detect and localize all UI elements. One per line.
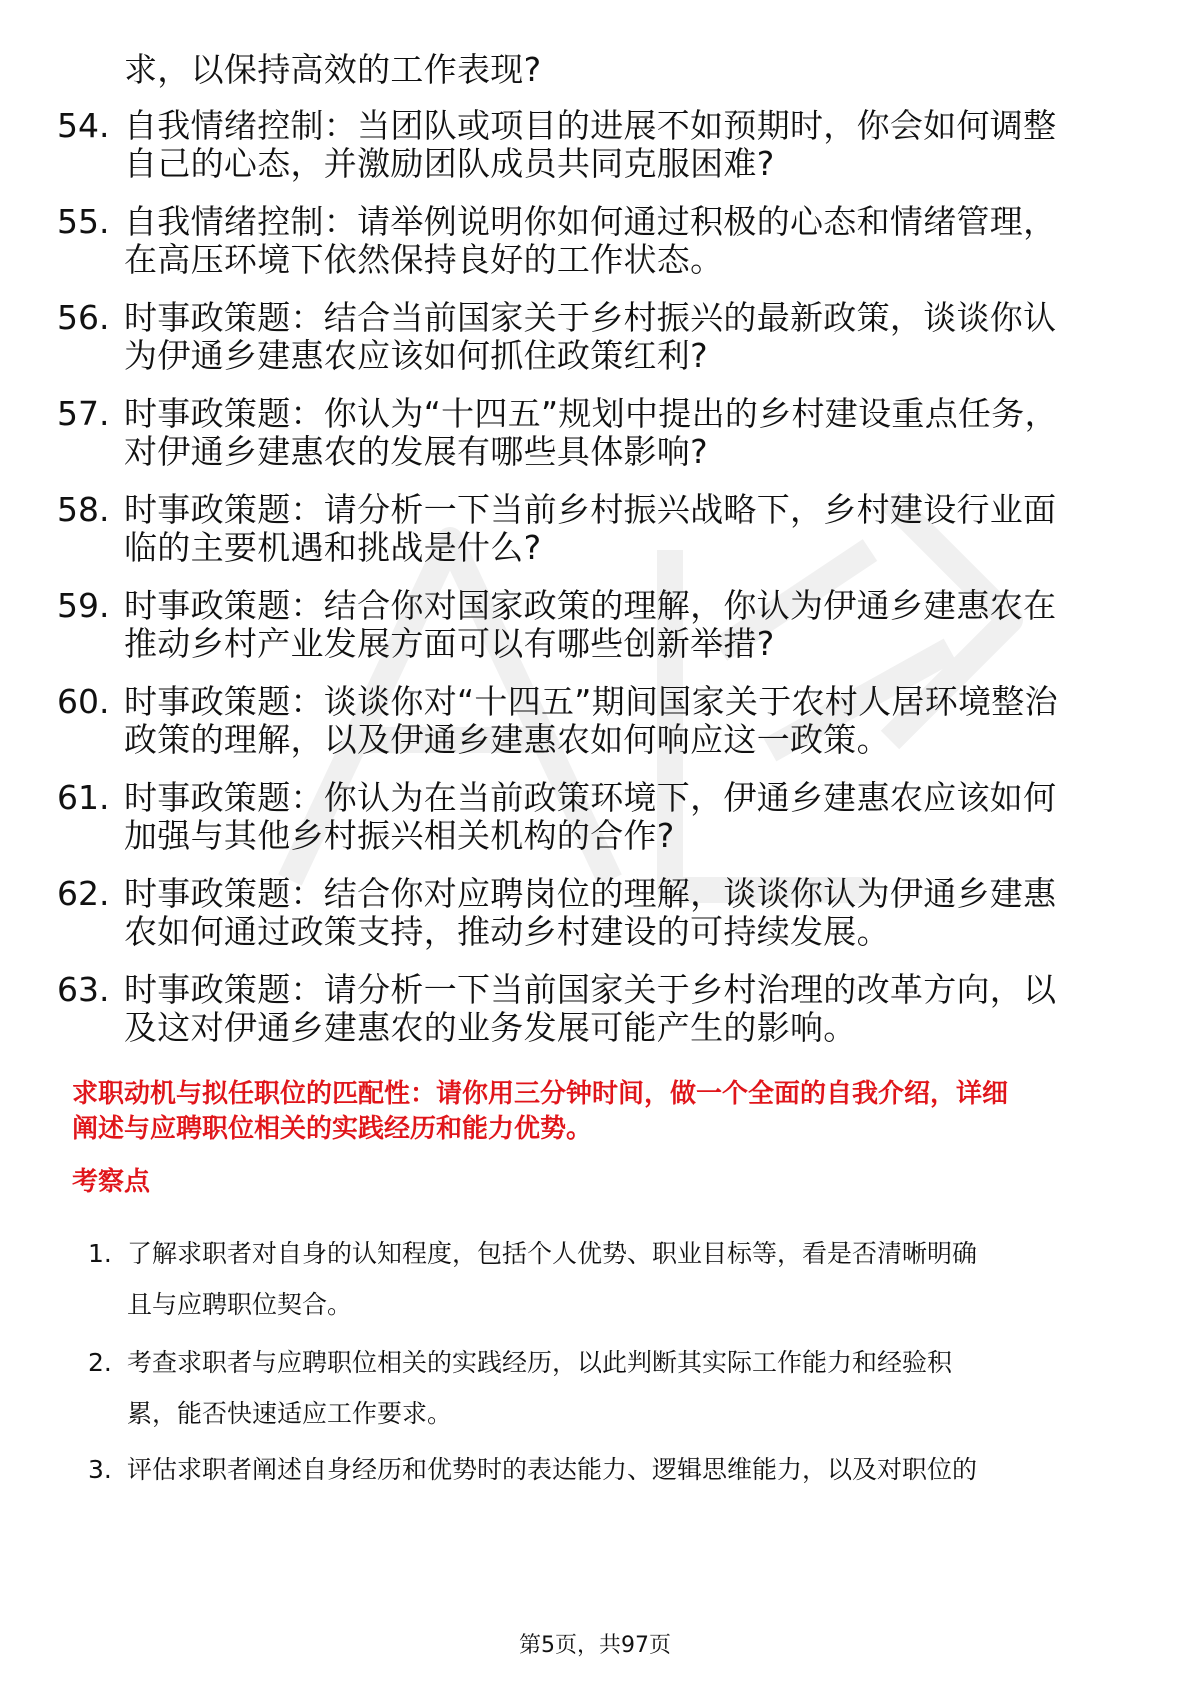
question-number: 59. [57,586,110,625]
assessment-points-heading: 考察点 [72,1167,151,1197]
question-number: 62. [57,874,110,913]
question-text-line: 时事政策题：结合当前国家关于乡村振兴的最新政策，谈谈你认 [124,298,1057,337]
question-number: 56. [57,298,110,337]
question-text-line: 推动乡村产业发展方面可以有哪些创新举措? [124,624,775,663]
question-text-line: 政策的理解，以及伊通乡建惠农如何响应这一政策。 [124,720,890,759]
question-text-line: 时事政策题：谈谈你对“十四五”期间国家关于农村人居环境整治 [124,682,1058,721]
section-title-line: 阐述与应聘职位相关的实践经历和能力优势。 [72,1114,593,1144]
question-text-line: 自己的心态，并激励团队成员共同克服困难? [124,144,775,183]
question-text-line: 为伊通乡建惠农应该如何抓住政策红利? [124,336,708,375]
question-number: 60. [57,682,110,721]
list-item-text-line: 了解求职者对自身的认知程度，包括个人优势、职业目标等，看是否清晰明确 [127,1239,978,1268]
list-item-text-line: 且与应聘职位契合。 [127,1290,353,1319]
question-text-line: 加强与其他乡村振兴相关机构的合作? [124,816,675,855]
question-text-line: 农如何通过政策支持，推动乡村建设的可持续发展。 [124,912,890,951]
question-number: 61. [57,778,110,817]
question-number: 57. [57,394,110,433]
list-item-number: 3. [88,1455,112,1484]
question-text-line: 时事政策题：结合你对国家政策的理解，你认为伊通乡建惠农在 [124,586,1057,625]
question-number: 63. [57,970,110,1009]
question-text-line: 时事政策题：请分析一下当前国家关于乡村治理的改革方向，以 [124,970,1057,1009]
section-title-line: 求职动机与拟任职位的匹配性：请你用三分钟时间，做一个全面的自我介绍，详细 [72,1079,1009,1109]
list-item-text-line: 累，能否快速适应工作要求。 [127,1399,453,1428]
question-text-line: 临的主要机遇和挑战是什么? [124,528,542,567]
question-number: 54. [57,106,110,145]
continued-question-text: 求，以保持高效的工作表现? [124,50,542,89]
list-item-text-line: 考查求职者与应聘职位相关的实践经历，以此判断其实际工作能力和经验积 [127,1348,953,1377]
question-number: 58. [57,490,110,529]
question-text-line: 时事政策题：请分析一下当前乡村振兴战略下，乡村建设行业面 [124,490,1057,529]
question-number: 55. [57,202,110,241]
question-text-line: 时事政策题：你认为“十四五”规划中提出的乡村建设重点任务， [124,394,1058,433]
question-text-line: 在高压环境下依然保持良好的工作状态。 [124,240,724,279]
list-item-text-line: 评估求职者阐述自身经历和优势时的表达能力、逻辑思维能力，以及对职位的 [127,1455,978,1484]
page-number-footer: 第5页，共97页 [519,1633,671,1658]
list-item-number: 2. [88,1348,112,1377]
question-text-line: 自我情绪控制：当团队或项目的进展不如预期时，你会如何调整 [124,106,1057,145]
list-item-number: 1. [88,1239,112,1268]
question-text-line: 时事政策题：你认为在当前政策环境下，伊通乡建惠农应该如何 [124,778,1057,817]
question-text-line: 对伊通乡建惠农的发展有哪些具体影响? [124,432,708,471]
question-text-line: 自我情绪控制：请举例说明你如何通过积极的心态和情绪管理， [124,202,1057,241]
question-text-line: 时事政策题：结合你对应聘岗位的理解，谈谈你认为伊通乡建惠 [124,874,1057,913]
question-text-line: 及这对伊通乡建惠农的业务发展可能产生的影响。 [124,1008,857,1047]
